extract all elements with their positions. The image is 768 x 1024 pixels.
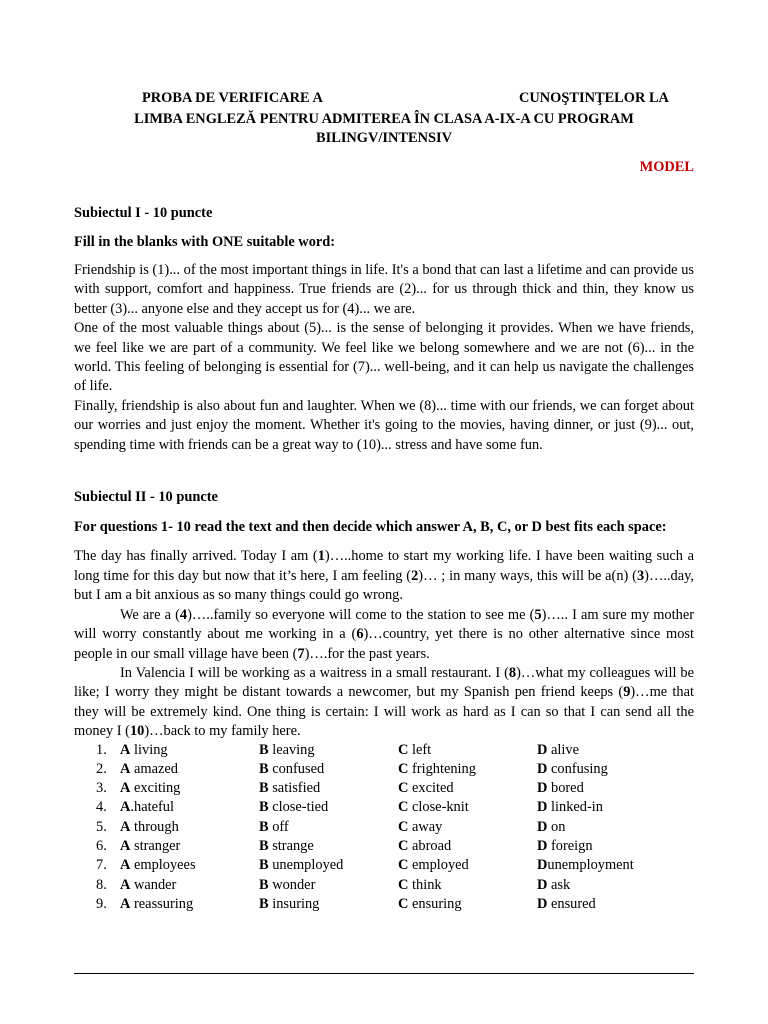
option-d: D on <box>537 818 566 835</box>
option-row <box>96 857 634 876</box>
option-c: C think <box>398 876 442 893</box>
option-d: D ensured <box>537 895 596 912</box>
answer-options-table <box>96 742 634 916</box>
option-d: Dunemployment <box>537 857 634 874</box>
subject1-paragraph: Friendship is (1)... of the most important things in life. It's a bond that can last a lifetime and can provide us with support, comfort and happiness. True friends are (2)... for us through thick and thin, they know us better (3)... anyone else and they accept us for (4)... we are. <box>74 262 694 317</box>
option-b: B leaving <box>259 741 315 758</box>
subject2-paragraph-1: The day has finally arrived. Today I am (1)…..home to start my working life. I have been waiting such a long time for this day but now that it’s here, I am feeling (2)… ; in many ways, this will be a(n) (3)…..day, but I am a bit anxious as so many things could go wrong. <box>74 548 694 604</box>
model-label: MODEL <box>639 159 694 175</box>
option-b: B satisfied <box>259 780 321 797</box>
option-a: A reassuring <box>120 895 194 912</box>
option-row <box>96 780 634 799</box>
subject2-text <box>74 547 694 741</box>
option-c: C left <box>398 741 432 758</box>
option-c: C employed <box>398 857 469 874</box>
subject1-text <box>74 261 694 455</box>
option-row <box>96 877 634 896</box>
option-b: B wonder <box>259 876 316 893</box>
question-number: 8. <box>96 876 107 893</box>
subject2-instruction: For questions 1- 10 read the text and then decide which answer A, B, C, or D best fits each space: <box>74 519 667 536</box>
option-a: A.hateful <box>120 799 174 816</box>
option-row <box>96 838 634 857</box>
option-d: D alive <box>537 741 579 758</box>
option-c: C abroad <box>398 838 452 855</box>
question-number: 7. <box>96 857 107 874</box>
title-part2: CUNOŞTINŢELOR LA <box>519 90 669 106</box>
option-c: C excited <box>398 780 454 797</box>
question-number: 9. <box>96 895 107 912</box>
bottom-divider <box>74 973 694 974</box>
question-number: 5. <box>96 818 107 835</box>
option-a: A stranger <box>120 838 181 855</box>
option-a: A employees <box>120 857 196 874</box>
option-b: B close-tied <box>259 799 329 816</box>
option-row <box>96 819 634 838</box>
option-row <box>96 799 634 818</box>
option-b: B strange <box>259 838 314 855</box>
option-a: A wander <box>120 876 177 893</box>
option-a: A amazed <box>120 760 178 777</box>
subject2-paragraph-3: In Valencia I will be working as a waitress in a small restaurant. I (8)…what my colleagues will be like; I worry they might be distant towards a newcomer, but my Spanish pen friend keeps (9)…me that they will be extremely kind. One thing is certain: I will work as hard as I can so that I can send all the money I (10)…back to my family here. <box>74 664 695 740</box>
subject2-heading: Subiectul II - 10 puncte <box>74 489 218 506</box>
option-b: B unemployed <box>259 857 344 874</box>
page-title-line2: LIMBA ENGLEZĂ PENTRU ADMITEREA ÎN CLASA A-IX-A CU PROGRAM <box>134 111 634 127</box>
option-a: A through <box>120 818 179 835</box>
option-c: C away <box>398 818 443 835</box>
option-row <box>96 761 634 780</box>
page-title-line3: BILINGV/INTENSIV <box>316 130 452 146</box>
option-c: C ensuring <box>398 895 462 912</box>
subject2-paragraph-2: We are a (4)…..family so everyone will come to the station to see me (5)….. I am sure my mother will worry constantly about me working in a (6)…country, yet there is no other alternative since most people in our small village have been (7)….for the past years. <box>74 606 695 662</box>
option-a: A living <box>120 741 168 758</box>
option-c: C close-knit <box>398 799 469 816</box>
option-a: A exciting <box>120 780 181 797</box>
question-number: 1. <box>96 741 107 758</box>
option-b: B confused <box>259 760 325 777</box>
question-number: 2. <box>96 760 107 777</box>
option-row <box>96 896 634 915</box>
question-number: 3. <box>96 780 107 797</box>
document-page <box>74 90 694 915</box>
option-d: D bored <box>537 780 584 797</box>
option-row <box>96 742 634 761</box>
title-part1: PROBA DE VERIFICARE A <box>142 90 323 106</box>
option-d: D ask <box>537 876 571 893</box>
subject1-paragraph: Finally, friendship is also about fun and laughter. When we (8)... time with our friends, we can forget about our worries and just enjoy the moment. Whether it's going to the movies, having dinner, or just (9)... out, spending time with friends can be a great way to (10)... stress and have some fun. <box>74 397 694 453</box>
question-number: 6. <box>96 838 107 855</box>
option-d: D foreign <box>537 838 593 855</box>
page-title-line1 <box>74 90 694 110</box>
option-b: B insuring <box>259 895 320 912</box>
question-number: 4. <box>96 799 107 816</box>
option-c: C frightening <box>398 760 476 777</box>
option-d: D confusing <box>537 760 608 777</box>
subject1-instruction: Fill in the blanks with ONE suitable word: <box>74 234 336 250</box>
subject1-heading: Subiectul I - 10 puncte <box>74 205 213 221</box>
subject1-paragraph: One of the most valuable things about (5)... is the sense of belonging it provides. When we have friends, we feel like we are part of a community. We feel like we belong somewhere and we are not (6)... in the world. This feeling of belonging is essential for (7)... well-being, and it can help us navigate the challenges of life. <box>74 320 694 395</box>
option-d: D linked-in <box>537 799 603 816</box>
option-b: B off <box>259 818 289 835</box>
